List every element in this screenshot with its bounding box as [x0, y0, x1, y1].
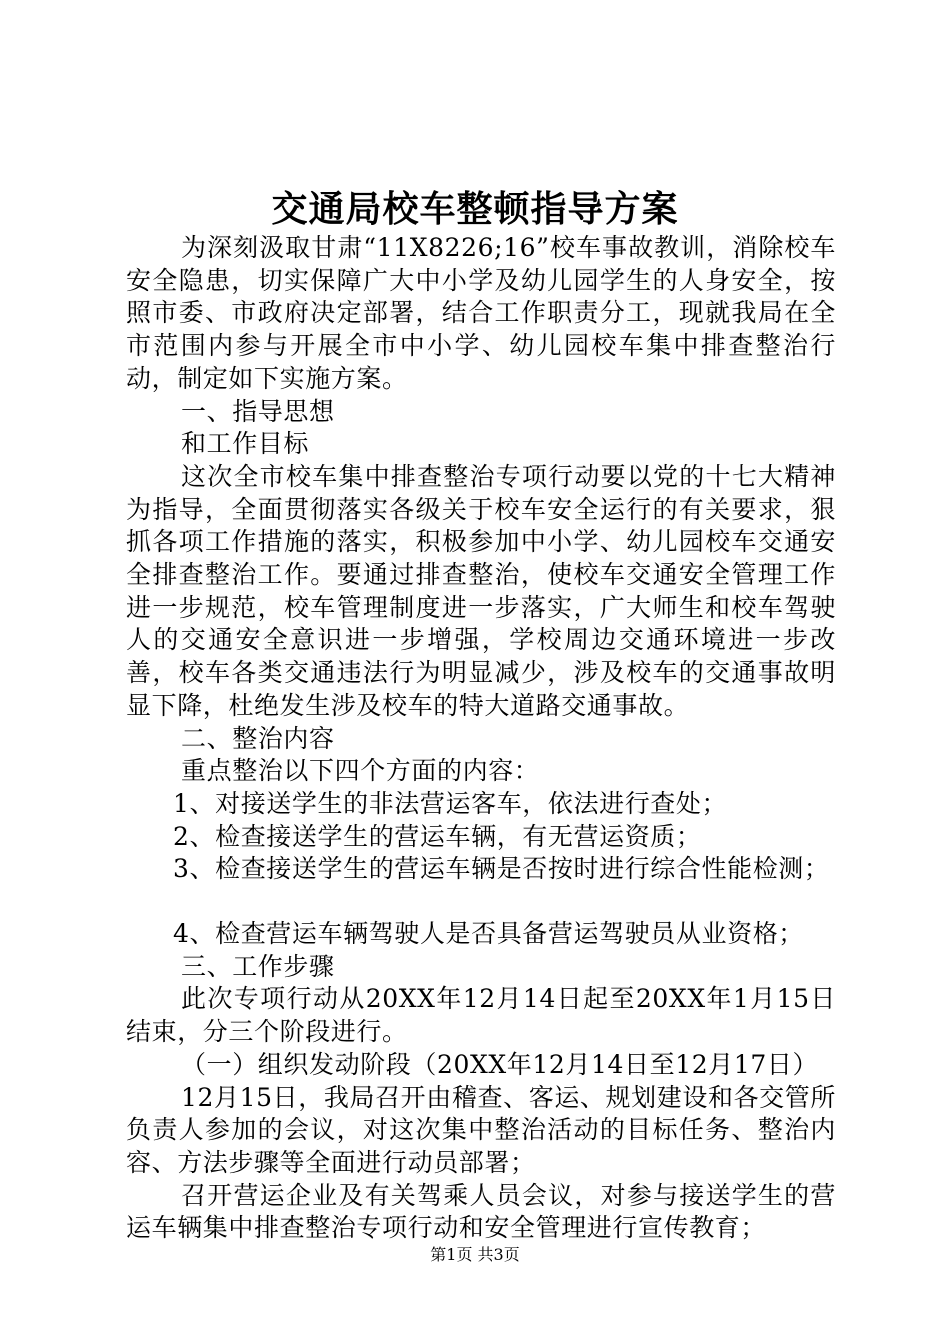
phase-one-heading: （一）组织发动阶段（20XX年12月14日至12月17日） — [181, 1049, 819, 1079]
rectification-intro: 重点整治以下四个方面的内容： — [181, 756, 540, 786]
goals-paragraph: 这次全市校车集中排查整治专项行动要以党的十七大精神为指导，全面贯彻落实各级关于校车安全运行的有关要求，狠抓各项工作措施的落实，积极参加中小学、幼儿园校车交通安全排查整治工作。要通过排查整治，使校车交通安全管理工作进一步规范，校车管理制度进一步落实，广大师生和校车驾驶人的交通安全意识进一步增强，学校周边交通环境进一步改善，校车各类交通违法行为明显减少，涉及校车的交通事故明显下降，杜绝发生涉及校车的特大道路交通事故。 — [126, 461, 836, 720]
document-body — [126, 232, 836, 1245]
page-number-footer: 第1页 共3页 — [430, 1245, 520, 1264]
document-title: 交通局校车整顿指导方案 — [271, 188, 679, 230]
intro-paragraph: 为深刻汲取甘肃“11X8226;16”校车事故教训，消除校车安全隐患，切实保障广大中小学及幼儿园学生的人身安全，按照市委、市政府决定部署，结合工作职责分工，现就我局在全市范围内参与开展全市中小学、幼儿园校车集中排查整治行动，制定如下实施方案。 — [126, 233, 836, 393]
rectification-item-1: 1、对接送学生的非法营运客车，依法进行查处； — [173, 788, 728, 818]
section-heading-rectification-content: 二、整治内容 — [181, 723, 335, 753]
section-heading-guiding-ideology: 一、指导思想 — [181, 396, 335, 426]
section-heading-work-steps: 三、工作步骤 — [181, 951, 335, 981]
blank-line — [126, 886, 836, 918]
phase-one-education-paragraph: 召开营运企业及有关驾乘人员会议，对参与接送学生的营运车辆集中排查整治专项行动和安全管理进行宣传教育； — [126, 1180, 836, 1243]
phase-one-meeting-paragraph: 12月15日，我局召开由稽查、客运、规划建设和各交管所负责人参加的会议，对这次集中整治活动的目标任务、整治内容、方法步骤等全面进行动员部署； — [126, 1082, 836, 1177]
rectification-item-4: 4、检查营运车辆驾驶人是否具备营运驾驶员从业资格； — [173, 919, 804, 949]
rectification-item-3: 3、检查接送学生的营运车辆是否按时进行综合性能检测； — [173, 854, 830, 884]
work-steps-paragraph: 此次专项行动从20XX年12月14日起至20XX年1月15日结束，分三个阶段进行。 — [126, 984, 836, 1047]
rectification-item-2: 2、检查接送学生的营运车辆，有无营运资质； — [173, 821, 702, 851]
section-heading-work-goals: 和工作目标 — [181, 429, 310, 459]
